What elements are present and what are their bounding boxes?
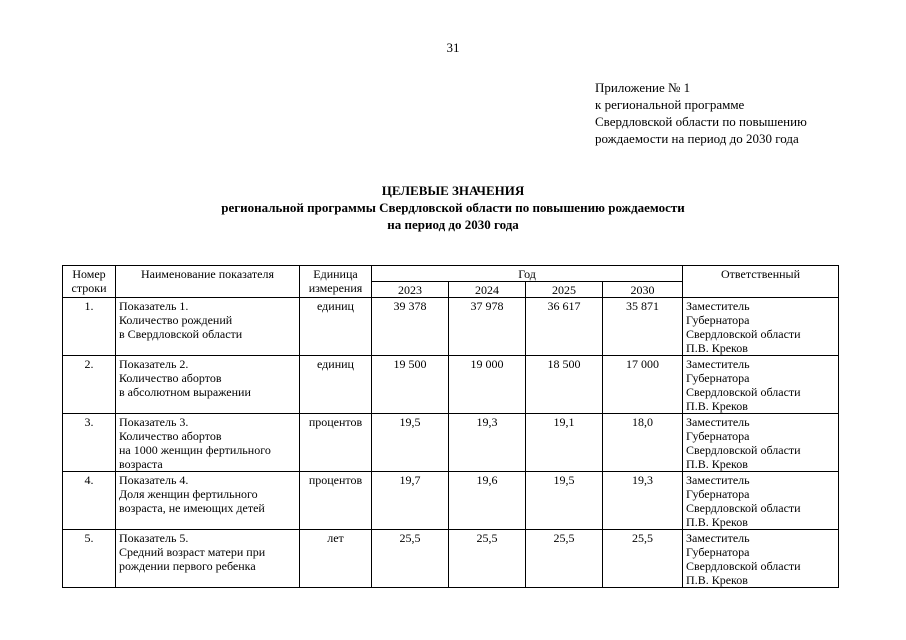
header-year-2030: 2030 (603, 282, 683, 298)
header-row-number: Номер строки (63, 266, 116, 298)
value-2030: 35 871 (603, 298, 683, 356)
header-indicator-name: Наименование показателя (116, 266, 300, 298)
title-line-2: региональной программы Свердловской области по повышению рождаемости (221, 200, 685, 215)
table-row (63, 298, 839, 356)
value-2025: 19,1 (526, 414, 603, 472)
target-values-table (62, 265, 839, 588)
header-year-2023: 2023 (372, 282, 449, 298)
row-number: 4. (63, 472, 116, 530)
table-row (63, 414, 839, 472)
title-line-1: ЦЕЛЕВЫЕ ЗНАЧЕНИЯ (381, 183, 525, 198)
row-number: 3. (63, 414, 116, 472)
appendix-line: рождаемости на период до 2030 года (595, 131, 799, 146)
value-2023: 19,7 (372, 472, 449, 530)
responsible-cell: Заместитель Губернатора Свердловской области П.В. Креков (683, 530, 839, 588)
value-2024: 25,5 (449, 530, 526, 588)
table-row (63, 356, 839, 414)
appendix-line: Свердловской области по повышению (595, 114, 807, 129)
indicator-name: Показатель 1. Количество рождений в Свердловской области (116, 298, 300, 356)
unit-cell: процентов (300, 472, 372, 530)
row-number: 2. (63, 356, 116, 414)
document-title (0, 182, 906, 233)
row-number: 1. (63, 298, 116, 356)
value-2025: 25,5 (526, 530, 603, 588)
unit-cell: процентов (300, 414, 372, 472)
value-2030: 17 000 (603, 356, 683, 414)
table-row (63, 530, 839, 588)
value-2030: 18,0 (603, 414, 683, 472)
indicator-name: Показатель 2. Количество абортов в абсолютном выражении (116, 356, 300, 414)
unit-cell: единиц (300, 356, 372, 414)
unit-cell: единиц (300, 298, 372, 356)
appendix-line: Приложение № 1 (595, 80, 691, 95)
indicator-name: Показатель 3. Количество абортов на 1000 женщин фертильного возраста (116, 414, 300, 472)
title-line-3: на период до 2030 года (387, 217, 519, 232)
header-year: Год (372, 266, 683, 282)
table-row (63, 472, 839, 530)
responsible-cell: Заместитель Губернатора Свердловской области П.В. Креков (683, 298, 839, 356)
responsible-cell: Заместитель Губернатора Свердловской области П.В. Креков (683, 414, 839, 472)
table-header-row (63, 266, 839, 282)
responsible-cell: Заместитель Губернатора Свердловской области П.В. Креков (683, 472, 839, 530)
value-2024: 19,6 (449, 472, 526, 530)
value-2024: 19,3 (449, 414, 526, 472)
value-2024: 37 978 (449, 298, 526, 356)
value-2025: 19,5 (526, 472, 603, 530)
value-2024: 19 000 (449, 356, 526, 414)
unit-cell: лет (300, 530, 372, 588)
appendix-note (595, 79, 895, 147)
responsible-cell: Заместитель Губернатора Свердловской области П.В. Креков (683, 356, 839, 414)
header-responsible: Ответственный (683, 266, 839, 298)
row-number: 5. (63, 530, 116, 588)
header-year-2024: 2024 (449, 282, 526, 298)
value-2030: 25,5 (603, 530, 683, 588)
value-2023: 25,5 (372, 530, 449, 588)
value-2023: 19,5 (372, 414, 449, 472)
page-number: 31 (446, 40, 460, 55)
value-2025: 36 617 (526, 298, 603, 356)
indicator-name: Показатель 4. Доля женщин фертильного возраста, не имеющих детей (116, 472, 300, 530)
value-2023: 39 378 (372, 298, 449, 356)
appendix-line: к региональной программе (595, 97, 745, 112)
value-2030: 19,3 (603, 472, 683, 530)
indicator-name: Показатель 5. Средний возраст матери при рождении первого ребенка (116, 530, 300, 588)
header-unit: Единица измерения (300, 266, 372, 298)
header-year-2025: 2025 (526, 282, 603, 298)
value-2023: 19 500 (372, 356, 449, 414)
value-2025: 18 500 (526, 356, 603, 414)
